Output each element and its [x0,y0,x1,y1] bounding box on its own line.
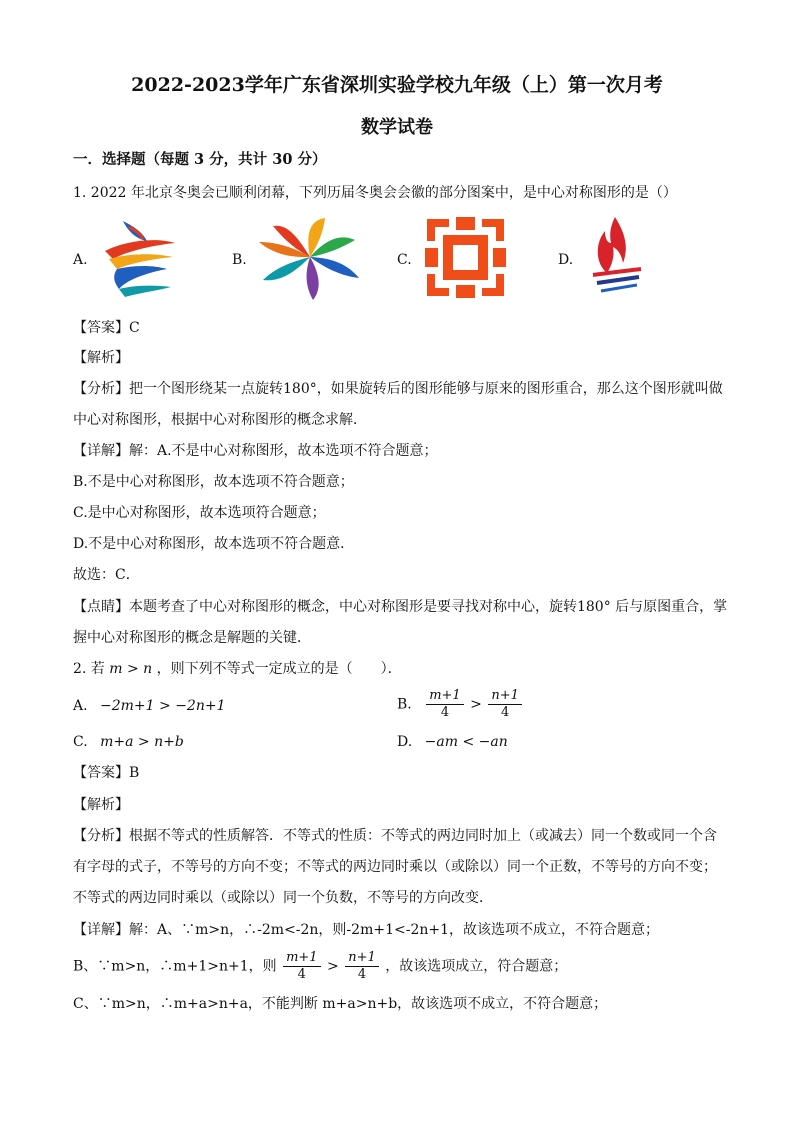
q2-option-b-num-1: m+1 [426,688,464,705]
q2-option-b [397,688,524,721]
q2-option-b-relation: > [470,696,482,713]
q1-option-c-label: C. [397,252,412,268]
q1-stem: 1. 2022 年北京冬奥会已顺利闭幕，下列历届冬奥会会徽的部分图案中，是中心对称图形的是（） [73,185,677,201]
q1-dianjing-1: 【点睛】本题考查了中心对称图形的概念，中心对称图形是要寻找对称中心，旋转180° 后与原图重合，掌 [73,599,728,615]
q1-fenxi-2: 中心对称图形，根据中心对称图形的概念求解． [73,412,367,428]
q2-option-c-text: m+a > n+b [100,734,184,750]
q2-detail-c: C、∵m>n，∴m+a>n+a，不能判断 m+a>n+b，故该选项不成立，不符合题意； [73,996,608,1012]
q2-option-c-label: C. [73,734,88,750]
q2-detail-b-prefix: B、∵m>n，∴m+1>n+1，则 [73,958,277,975]
q2-detail-a: 【详解】解：A、∵m>n，∴-2m<-2n，则-2m+1<-2n+1，故该选项不成立，不符合题意； [73,922,660,938]
q2-option-b-num-2: n+1 [488,688,522,705]
q2-analysis-label: 【解析】 [73,797,129,813]
q2-detail-b-den-1: 4 [297,967,306,982]
q2-detail-b [73,950,567,983]
q2-stem-condition: m > n [109,661,153,677]
q1-detail-4: D.不是中心对称图形，故本选项不符合题意． [73,536,355,552]
q1-answer: 【答案】C [73,320,140,336]
q2-option-a-label: A. [73,698,88,714]
q2-option-b-label: B. [397,696,412,713]
q2-option-b-fraction-1 [426,688,464,721]
section-heading: 一．选择题（每题 3 分，共计 30 分） [73,151,327,168]
q2-detail-b-den-2: 4 [357,967,367,982]
logo-torch-icon [585,213,647,303]
q1-analysis-label: 【解析】 [73,350,129,366]
q2-stem-prefix: 2. 若 [73,661,105,677]
q1-choose: 故选：C． [73,567,140,583]
q2-option-d [397,732,508,752]
q1-detail-3: C.是中心对称图形，故本选项符合题意； [73,505,326,521]
q2-detail-b-fraction-1 [283,950,321,983]
q2-option-b-fraction-2 [488,688,522,721]
q1-option-b-label: B. [232,252,247,268]
q1-fenxi-1: 【分析】把一个图形绕某一点旋转180°，如果旋转后的图形能够与原来的图形重合，那么这个图形就叫做 [73,381,723,397]
q1-option-d-label: D. [558,252,574,268]
q2-option-a [73,696,226,716]
q2-detail-b-fraction-2 [345,950,379,983]
q2-option-d-label: D. [397,734,413,750]
q1-option-a-label: A. [73,252,88,268]
q1-detail-1: 【详解】解：A.不是中心对称图形，故本选项不符合题意； [73,443,438,459]
q2-option-b-den-1: 4 [440,705,450,720]
q2-option-b-den-2: 4 [500,705,510,720]
logo-flower-icon [255,212,365,302]
q2-fenxi-1: 【分析】根据不等式的性质解答．不等式的性质：不等式的两边同时加上（或减去）同一个数或同一个含 [73,828,717,844]
q2-detail-b-suffix: ，故该选项成立，符合题意； [385,958,568,975]
logo-beijing-2022-icon [95,215,180,300]
q2-option-d-text: −am < −an [424,734,508,750]
q2-detail-b-relation: > [327,958,339,975]
q2-detail-b-num-2: n+1 [345,950,379,967]
q1-detail-2: B.不是中心对称图形，故本选项不符合题意； [73,474,354,490]
page-subtitle: 数学试卷 [361,117,433,138]
logo-square-pattern-icon [423,215,508,300]
q2-fenxi-3: 不等式的两边同时乘以（或除以）同一个负数，不等号的方向改变． [73,890,493,906]
q2-fenxi-2: 有字母的式子，不等号的方向不变；不等式的两边同时乘以（或除以）同一个正数，不等号的方向不变； [73,859,717,875]
page-title: 2022-2023学年广东省深圳实验学校九年级（上）第一次月考 [131,74,663,96]
q1-dianjing-2: 握中心对称图形的概念是解题的关键． [73,630,311,646]
q2-detail-b-num-1: m+1 [283,950,321,967]
q2-option-a-text: −2m+1 > −2n+1 [100,698,226,714]
q2-stem [73,659,402,679]
q2-option-c [73,732,184,752]
q2-answer: 【答案】B [73,765,140,781]
q2-stem-suffix: ，则下列不等式一定成立的是（ ）． [156,661,402,677]
